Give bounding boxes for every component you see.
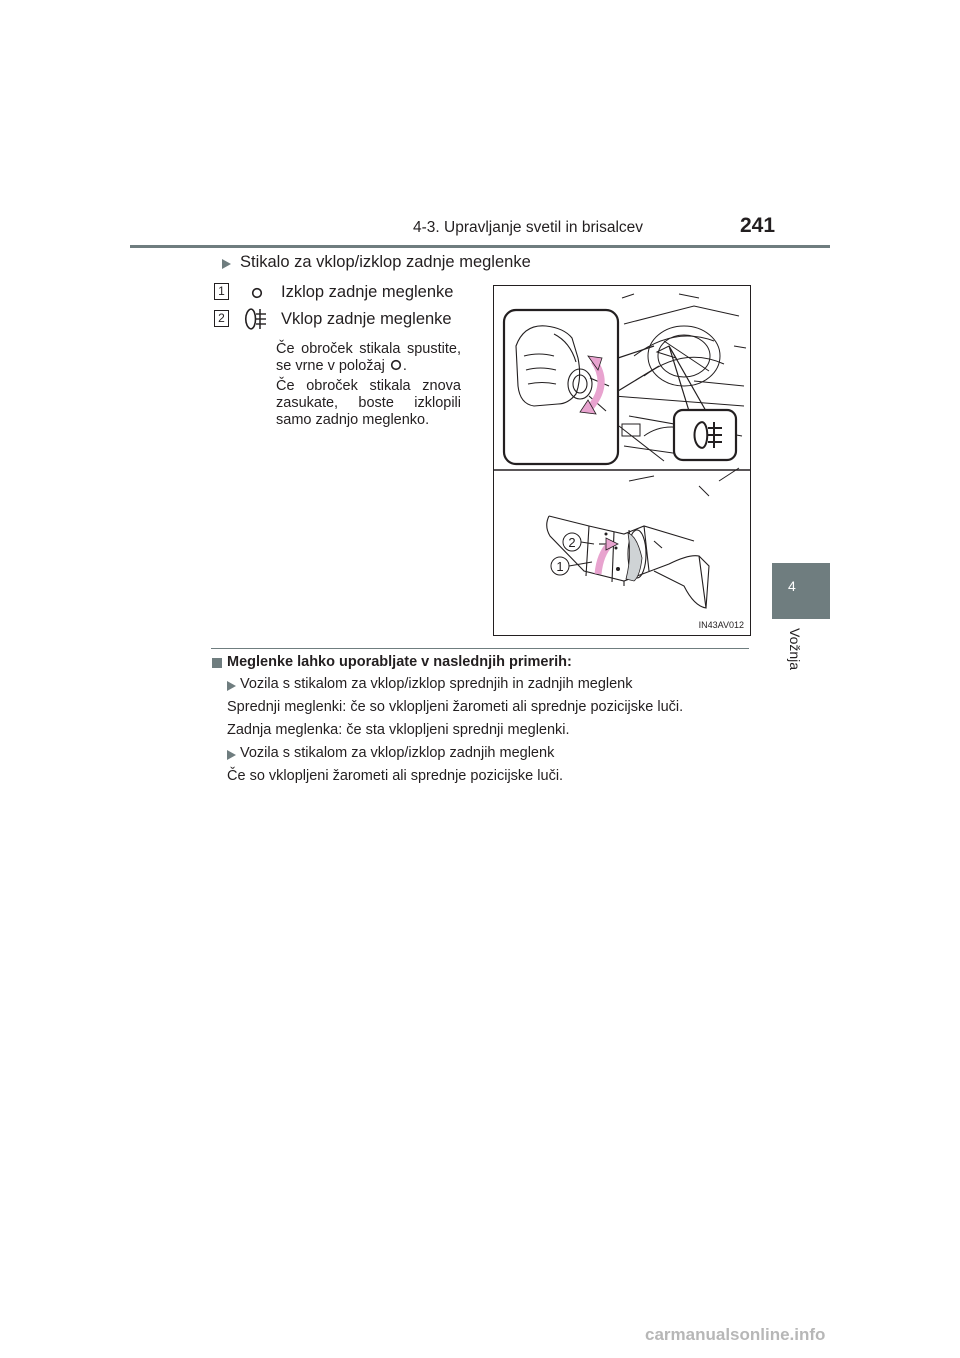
watermark: carmanualsonline.info [645, 1325, 826, 1344]
illustration-drawing [494, 286, 750, 635]
item-label-1: Izklop zadnje meglenke [281, 283, 454, 301]
rear-fog-light-icon [241, 306, 271, 332]
subsection-heading: Stikalo za vklop/izklop zadnje meglenke [240, 253, 531, 271]
case1-title: Vozila s stikalom za vklop/izklop sprednjih in zadnjih meglenk [240, 676, 633, 692]
return-position-paragraph: Če obroček stikala spustite, se vrne v položaj . [276, 341, 461, 374]
callout-1: 1 [556, 559, 564, 574]
case2-title: Vozila s stikalom za vklop/izklop zadnjih meglenk [240, 745, 555, 761]
item-label-2: Vklop zadnje meglenke [281, 310, 452, 328]
triangle-bullet-icon [222, 259, 231, 269]
off-circle-icon [389, 358, 403, 372]
case2-condition: Če so vklopljeni žarometi ali sprednje pozicijske luči. [227, 768, 564, 784]
fog-light-switch-illustration [493, 285, 751, 636]
chapter-tab-number: 4 [788, 578, 796, 594]
triangle-bullet-icon [227, 681, 236, 691]
section-title: 4-3. Upravljanje svetil in brisalcev [413, 219, 644, 236]
turn-off-paragraph: Če obroček stikala znova zasukate, boste izklopili samo zadnjo meglenko. [276, 378, 461, 428]
off-circle-icon [250, 286, 264, 300]
callout-2: 2 [568, 535, 576, 550]
figure-code: IN43AV012 [698, 620, 744, 630]
triangle-bullet-icon [227, 750, 236, 760]
page-number: 241 [740, 214, 776, 237]
section-rule [211, 648, 749, 649]
fog-lights-usage-heading: Meglenke lahko uporabljate v naslednjih primerih: [227, 654, 572, 670]
item-number-1: 1 [214, 283, 229, 300]
case1-rear-fog: Zadnja meglenka: če sta vklopljeni sprednji meglenki. [227, 722, 570, 738]
header-rule [130, 245, 830, 248]
item-number-2: 2 [214, 310, 229, 327]
chapter-tab [772, 563, 830, 619]
chapter-title-vertical: Vožnja [787, 628, 803, 671]
case1-front-fog: Sprednji meglenki: če so vklopljeni žarometi ali sprednje pozicijske luči. [227, 699, 684, 715]
square-bullet-icon [212, 658, 222, 668]
